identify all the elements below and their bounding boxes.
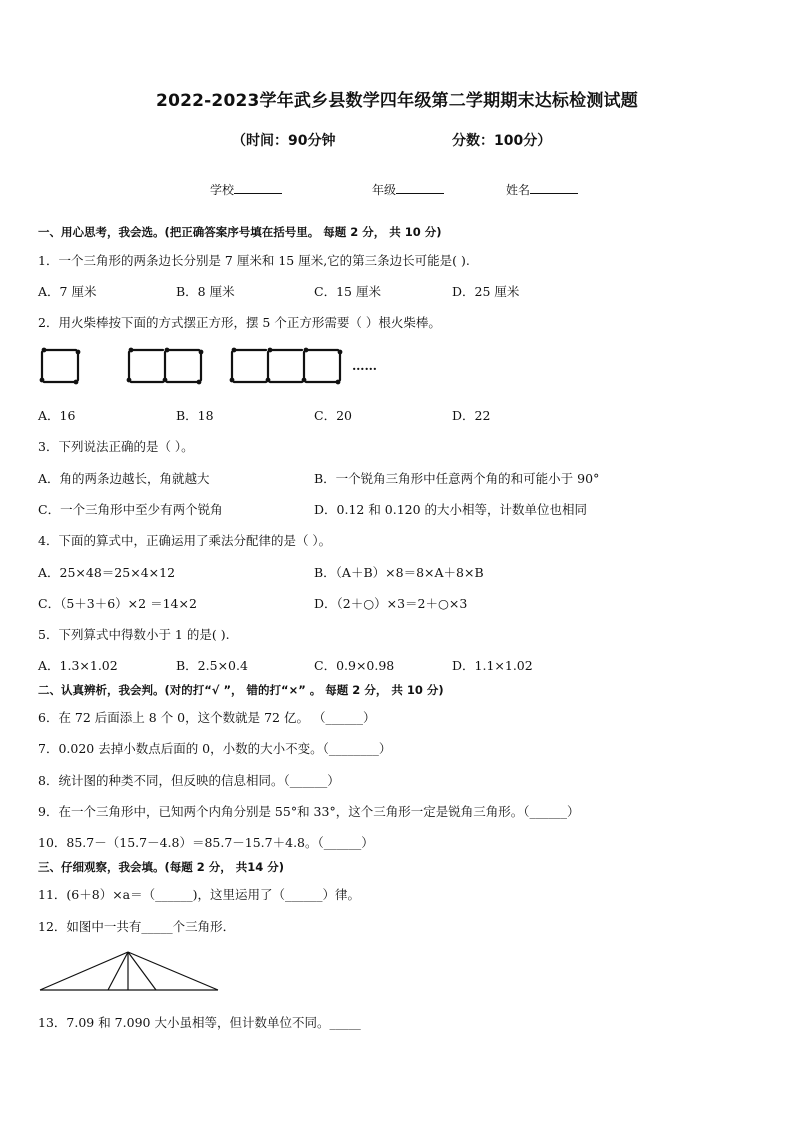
matchstick-squares-3	[232, 350, 340, 382]
question-5: 5．下列算式中得数小于 1 的是( ).	[38, 627, 230, 642]
question-9: 9．在一个三角形中，已知两个内角分别是 55°和 33°，这个三角形一定是锐角三角形。（______）	[38, 804, 580, 819]
q2-option-c: C．20	[314, 408, 352, 423]
question-2: 2．用火柴棒按下面的方式摆正方形，摆 5 个正方形需要（ ）根火柴棒。	[38, 315, 441, 330]
triangle-figure	[36, 948, 226, 994]
q4-option-a: A．25×48＝25×4×12	[38, 565, 176, 580]
q3-option-d: D．0.12 和 0.120 的大小相等，计数单位也相同	[314, 502, 588, 517]
q2-option-a: A．16	[38, 408, 76, 423]
school-blank[interactable]	[234, 181, 282, 194]
question-1: 1．一个三角形的两条边长分别是 7 厘米和 15 厘米,它的第三条边长可能是( ).	[38, 253, 470, 268]
question-7: 7．0.020 去掉小数点后面的 0，小数的大小不变。（________）	[38, 741, 392, 756]
q4-option-b: B．（A＋B）×8＝8×A＋8×B	[314, 565, 484, 580]
matchstick-figure	[36, 344, 396, 390]
q5-option-b: B．2.5×0.4	[176, 658, 248, 673]
name-field	[506, 181, 578, 198]
school-field	[210, 181, 282, 198]
q3-option-b: B．一个锐角三角形中任意两个角的和可能小于 90°	[314, 471, 600, 486]
q4-option-d: D．（2＋○）×3＝2＋○×3	[314, 596, 468, 611]
question-4: 4．下面的算式中，正确运用了乘法分配律的是（ ）。	[38, 533, 332, 548]
q1-option-d: D．25 厘米	[452, 284, 520, 299]
question-3: 3．下列说法正确的是（ ）。	[38, 439, 194, 454]
question-10: 10．85.7－（15.7－4.8）＝85.7－15.7＋4.8。（______）	[38, 835, 374, 850]
question-12: 12．如图中一共有_____个三角形．	[38, 919, 236, 934]
q5-option-a: A．1.3×1.02	[38, 658, 118, 673]
school-label: 学校	[210, 183, 235, 197]
grade-field	[372, 181, 444, 198]
q5-option-d: D．1.1×1.02	[452, 658, 533, 673]
q1-option-c: C．15 厘米	[314, 284, 381, 299]
exam-score: 分数：100分）	[452, 133, 552, 149]
matchstick-square-1	[42, 350, 78, 382]
q1-option-b: B．8 厘米	[176, 284, 235, 299]
question-11: 11．(6＋8）×a＝（______)，这里运用了（______）律。	[38, 887, 360, 902]
matchstick-squares-2	[129, 350, 201, 382]
matchstick-ellipsis: ……	[352, 358, 377, 373]
q3-option-c: C．一个三角形中至少有两个锐角	[38, 502, 223, 517]
q4-option-c: C．（5＋3＋6）×2 ＝14×2	[38, 596, 197, 611]
page-title: 2022-2023学年武乡县数学四年级第二学期期末达标检测试题	[156, 91, 638, 111]
q2-option-d: D．22	[452, 408, 491, 423]
section-2-heading: 二、认真辨析，我会判。(对的打“√ ”， 错的打“×” 。 每题 2 分， 共 10 分)	[38, 683, 444, 697]
q5-option-c: C．0.9×0.98	[314, 658, 395, 673]
question-6: 6．在 72 后面添上 8 个 0，这个数就是 72 亿。 （______）	[38, 710, 376, 725]
grade-blank[interactable]	[396, 181, 444, 194]
q3-option-a: A．角的两条边越长，角就越大	[38, 471, 210, 486]
exam-time: （时间：90分钟	[232, 133, 336, 149]
q2-option-b: B．18	[176, 408, 214, 423]
name-blank[interactable]	[530, 181, 578, 194]
section-3-heading: 三、仔细观察，我会填。(每题 2 分， 共14 分)	[38, 860, 285, 874]
question-13: 13．7.09 和 7.090 大小虽相等，但计数单位不同。_____	[38, 1015, 361, 1030]
question-8: 8．统计图的种类不同，但反映的信息相同。（______）	[38, 773, 340, 788]
name-label: 姓名	[506, 183, 531, 197]
q1-option-a: A．7 厘米	[38, 284, 97, 299]
grade-label: 年级	[372, 183, 397, 197]
section-1-heading: 一、用心思考，我会选。(把正确答案序号填在括号里。 每题 2 分， 共 10 分)	[38, 225, 442, 239]
